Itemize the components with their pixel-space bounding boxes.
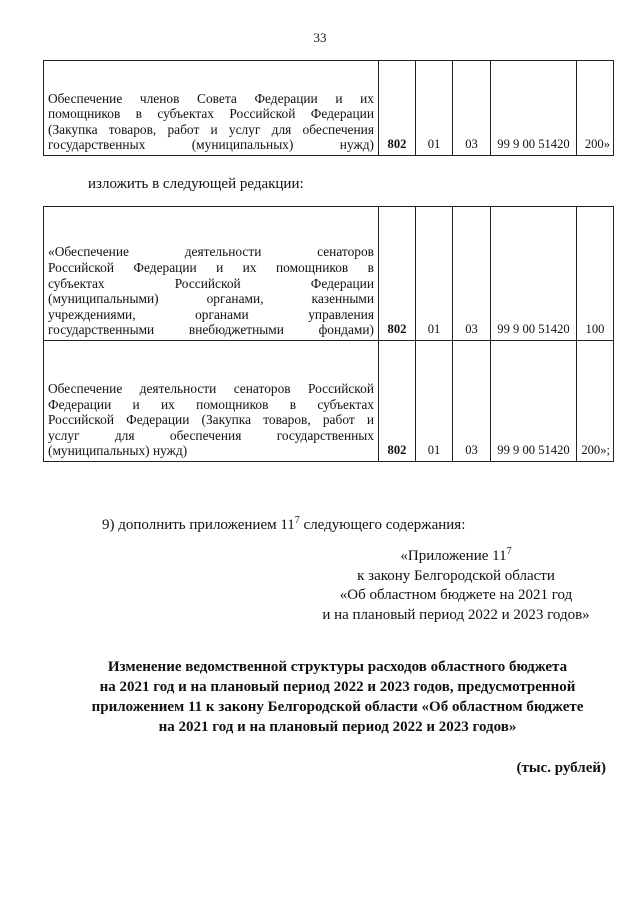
description-line: учреждениями, органами управления [48,306,374,322]
appendix-title [306,547,606,567]
description-line: Российской Федерации и их помощников в [48,260,374,276]
appendix-reference [306,547,606,625]
section-code: 01 [416,207,453,341]
table-row [44,61,614,156]
section-code: 01 [416,341,453,462]
appendix-title-text: «Приложение 11 [400,548,507,564]
description-line: «Обеспечение деятельности сенаторов [48,244,374,260]
appendix-line-3: «Об областном бюджете на 2021 год [339,587,573,603]
target-article-code: 99 9 00 51420 [491,61,577,156]
item-9-paragraph [102,516,465,534]
table-row [44,341,614,462]
appendix-line-2: к закону Белгородской области [357,567,555,584]
ministry-code: 802 [379,341,416,462]
description-line: Обеспечение членов Совета Федерации и их [48,90,374,106]
budget-table-new [43,206,614,462]
row-description [44,61,379,156]
section-heading [60,657,615,737]
section-code: 01 [416,61,453,156]
description-line: Российской Федерации (Закупка товаров, работ и [48,412,374,428]
heading-line: приложением 11 к закону Белгородской области «Об областном бюджете [91,699,584,715]
subsection-code: 03 [453,207,491,341]
replace-instruction: изложить в следующей редакции: [88,176,304,192]
target-article-code: 99 9 00 51420 [491,207,577,341]
ministry-code: 802 [379,207,416,341]
row-description [44,341,379,462]
appendix-superscript: 7 [506,546,512,557]
description-line: услуг для обеспечения государственных [48,427,374,443]
row-description [44,207,379,341]
description-line: (Закупка товаров, работ и услуг для обеспечения [48,121,374,137]
item-9-superscript: 7 [294,515,300,526]
description-line: (муниципальных) нужд) [48,443,188,459]
heading-line: на 2021 год и на плановый период 2022 и 2023 годов» [158,719,517,735]
expense-type-code: 200»; [577,341,614,462]
expense-type-code: 100 [577,207,614,341]
heading-line: Изменение ведомственной структуры расходов областного бюджета [107,659,568,675]
description-line: (муниципальными) органами, казенными [48,291,374,307]
appendix-line-4: и на плановый период 2022 и 2023 годов» [322,606,590,623]
description-line: государственных (муниципальных) нужд) [48,137,374,153]
item-9-text-end: следующего содержания: [299,517,466,533]
ministry-code: 802 [379,61,416,156]
description-line: субъектах Российской Федерации [48,275,374,291]
description-line: государственными внебюджетными фондами) [48,322,374,338]
description-line: Обеспечение деятельности сенаторов Российской [48,381,374,397]
target-article-code: 99 9 00 51420 [491,341,577,462]
budget-table-old [43,60,614,156]
heading-line: на 2021 год и на плановый период 2022 и 2023 годов, предусмотренной [99,679,576,695]
description-line: помощников в субъектах Российской Федерации [48,106,374,122]
page-number: 33 [313,30,327,45]
subsection-code: 03 [453,61,491,156]
description-line: Федерации и их помощников в субъектах [48,396,374,412]
subsection-code: 03 [453,341,491,462]
expense-type-code: 200» [577,61,614,156]
units-label: (тыс. рублей) [516,760,606,776]
item-9-text: 9) дополнить приложением 11 [102,517,295,533]
table-row [44,207,614,341]
